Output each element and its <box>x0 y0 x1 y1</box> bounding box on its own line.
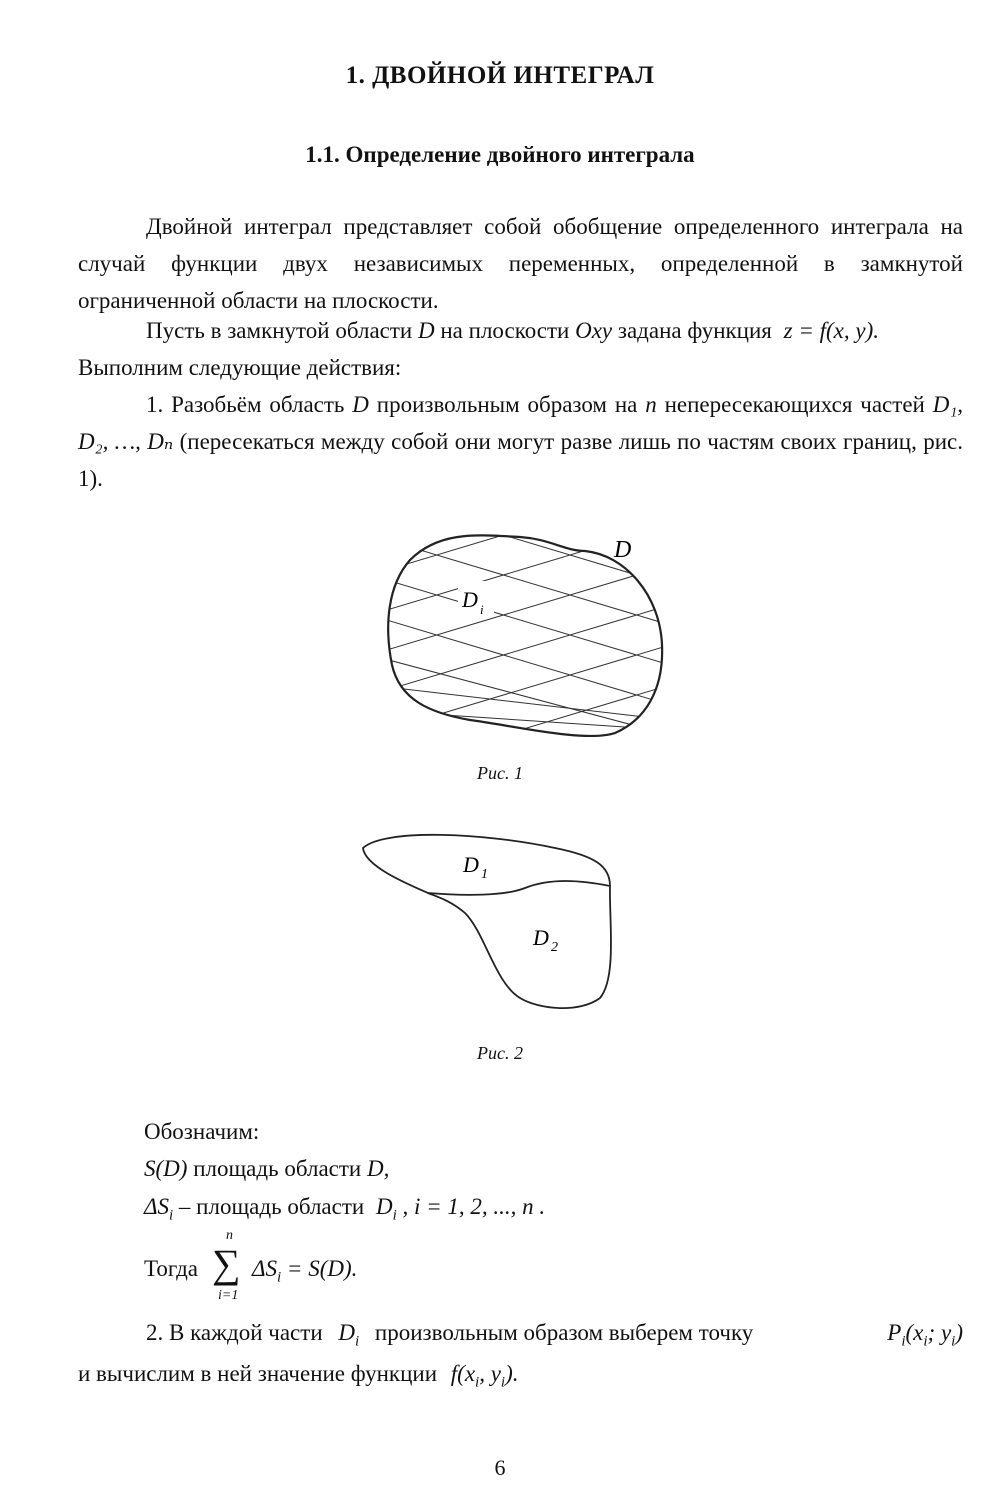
actions-intro: Выполним следующие действия: <box>78 355 402 380</box>
area-of-D-line: S(D) площадь области D, <box>144 1156 390 1181</box>
step1-paragraph: 1. Разобьём область D произвольным образом на n непересекающихся частей D₁, D₂, …, Dₙ (пересекаться между собой они могут разве лишь по частям своих границ, рис. 1). <box>78 392 964 491</box>
point-Pi: P <box>887 1320 902 1345</box>
index-range: , i = 1, 2, ..., n . <box>402 1194 546 1219</box>
step2-line1: 2. В каждой части $D_i$ произвольным образом выберем точку $P_i(x_i$; $y_i$) <box>146 1320 963 1350</box>
region-label-D1-sub: 1 <box>481 867 488 882</box>
domain-definition-line: Пусть в замкнутой области D на плоскости Oxy задана функция z = f(x, y). <box>146 318 879 343</box>
subregion-label-Di: D <box>462 587 478 612</box>
sum-formula: Тогда n ∑ i=1 $\Delta S_i = S(D)$. <box>144 1228 358 1303</box>
page-number: 6 <box>494 1455 506 1480</box>
sigma-icon: ∑ <box>212 1241 241 1286</box>
figure-2-two-regions <box>355 828 625 1013</box>
partition-list: D₁, D₂, …, Dₙ <box>78 392 964 454</box>
area-of-Di-line: $\Delta S_i$ – площадь области $D_i$ , i = 1, 2, ..., n . <box>144 1194 546 1224</box>
figure-1-caption: Рис. 1 <box>477 763 523 783</box>
subregion-label-Di-sub: i <box>480 602 484 617</box>
intro-paragraph: Двойной интеграл представляет собой обобщение определенного интеграла на случай функции двух независимых переменных, определенной в замкнутой ограниченной области на плоскости. <box>78 214 963 313</box>
section-title: 1.1. Определение двойного интеграла <box>305 142 695 167</box>
figure-1-region-grid <box>370 515 670 755</box>
region-label-D: D <box>614 537 632 563</box>
chapter-title: 1. ДВОЙНОЙ ИНТЕГРАЛ <box>345 62 655 89</box>
function-value: f(x <box>450 1361 476 1386</box>
region-label-D2-sub: 2 <box>551 940 558 955</box>
region-label-D1: D <box>463 852 479 877</box>
area-symbol: S(D) <box>144 1156 188 1181</box>
sum-lower-limit: i=1 <box>218 1288 239 1303</box>
function-formula: z = f(x, y). <box>783 318 879 343</box>
figure-2-caption: Рис. 2 <box>477 1043 523 1063</box>
notation-intro: Обозначим: <box>144 1119 260 1144</box>
step2-line2: и вычислим в ней значение функции $f(x_i$, $y_i$). <box>78 1361 519 1391</box>
region-label-D2: D <box>533 925 549 950</box>
sum-upper-limit: n <box>226 1228 233 1243</box>
